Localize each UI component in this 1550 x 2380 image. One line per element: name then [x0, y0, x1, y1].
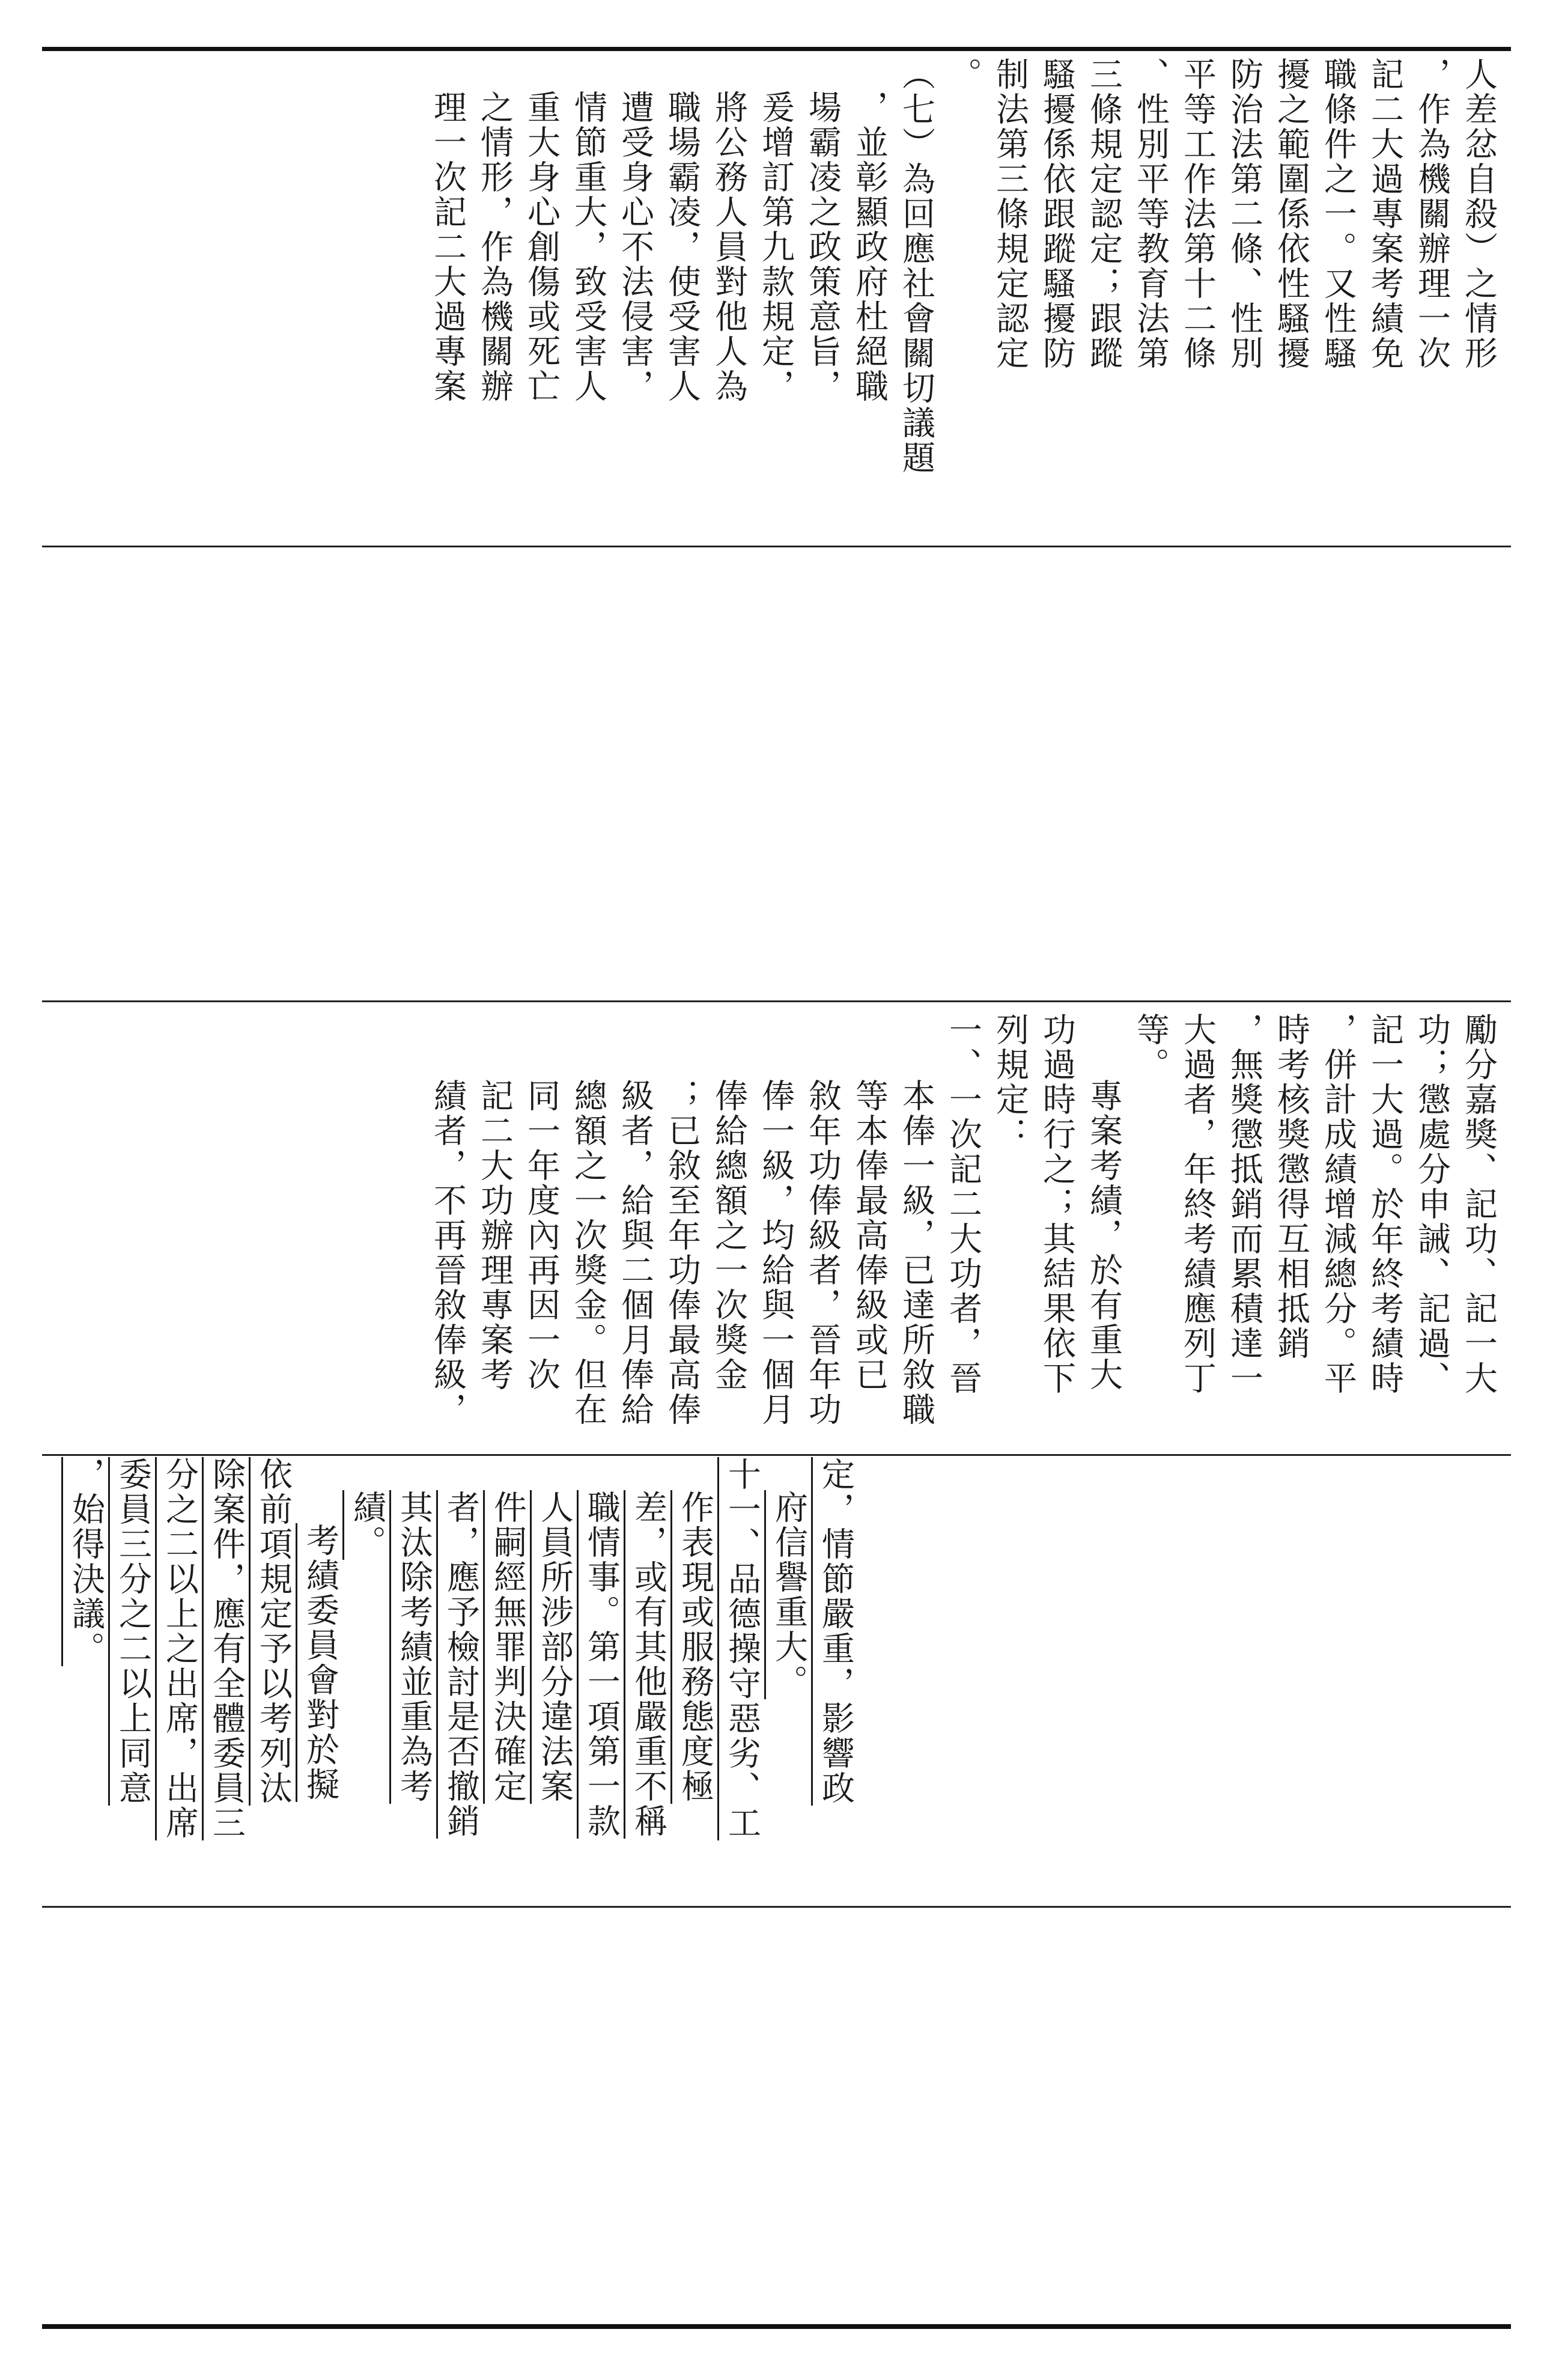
text-column: ，併計成績增減總分。平 — [1319, 1012, 1357, 1396]
top-rule — [42, 47, 1511, 51]
text-column: 。 — [944, 57, 982, 92]
text-column: 列規定： — [991, 1012, 1029, 1152]
underlined-text: 差，或有其他嚴重不稱 — [629, 1490, 667, 1839]
text-column: 俸給總額之一次獎金 — [710, 1079, 748, 1392]
text-column: 三條規定認定；跟蹤 — [1084, 57, 1123, 371]
underlined-text: 件嗣經無罪判決確定 — [488, 1490, 527, 1804]
text-column: 績者，不再晉敘俸級， — [428, 1079, 467, 1427]
text-column: 勵分嘉獎、記功、記一大 — [1459, 1012, 1498, 1396]
text-column — [625, 1457, 672, 1920]
text-column: 爰增訂第九款規定， — [756, 90, 795, 404]
underlined-text: 職情事。第一項第一款 — [582, 1490, 621, 1839]
text-column: ，作為機關辦理一次 — [1412, 57, 1451, 371]
text-column: 職條件之一。又性騷 — [1319, 57, 1357, 371]
divider-1 — [42, 546, 1511, 547]
underlined-text: 人員所涉部分違法案 — [535, 1490, 574, 1804]
text-column: 防治法第二條、性別 — [1225, 57, 1263, 371]
text-column: 之情形，作為機關辦 — [475, 90, 514, 404]
text-block-top-right — [378, 57, 1502, 541]
text-column: 大過者，年終考績應列丁 — [1178, 1012, 1217, 1396]
text-column — [250, 1457, 297, 1920]
underlined-text: 考績委員會對於擬 — [301, 1523, 339, 1802]
text-column: 理一次記二大過專案 — [428, 90, 467, 404]
bottom-rule — [42, 2324, 1511, 2329]
text-column: 平等工作法第十二條 — [1178, 57, 1217, 371]
text-column — [62, 1457, 109, 1920]
text-column: 騷擾係依跟蹤騷擾防 — [1038, 57, 1076, 371]
divider-4 — [42, 1906, 1511, 1908]
text-column: 擾之範圍係依性騷擾 — [1272, 57, 1310, 371]
text-block-middle-right — [378, 1012, 1502, 1457]
underlined-text: 績。 — [348, 1490, 386, 1560]
text-column: ；已敘至年功俸最高俸 — [663, 1079, 701, 1427]
underlined-text: 定，情節嚴重，影響政 — [816, 1457, 855, 1806]
text-column: ，無獎懲抵銷而累積達一 — [1225, 1012, 1263, 1396]
text-column — [297, 1457, 344, 1920]
text-column: 場霸凌之政策意旨， — [803, 90, 842, 404]
text-column: 功；懲處分申誡、記過、 — [1412, 1012, 1451, 1396]
text-column: 制法第三條規定認定 — [991, 57, 1029, 371]
underlined-text: ，始得決議。 — [67, 1457, 105, 1666]
underlined-text: 十一、品德操守惡劣、工 — [723, 1457, 761, 1840]
text-column: 情節重大，致受害人 — [569, 90, 607, 404]
text-column: 等本俸最高俸級或已 — [850, 1079, 889, 1392]
text-column — [156, 1457, 203, 1920]
text-column: 重大身心創傷或死亡 — [522, 90, 561, 404]
text-column — [765, 1457, 812, 1920]
text-column: 、性別平等教育法第 — [1131, 57, 1170, 371]
underlined-text: 作表現或服務態度極 — [676, 1490, 714, 1804]
text-column — [812, 1457, 859, 1920]
text-column: 記二大功辦理專案考 — [475, 1079, 514, 1392]
divider-3 — [42, 1454, 1511, 1456]
text-column: ，並彰顯政府杜絕職 — [850, 90, 889, 404]
text-column: 職場霸凌，使受害人 — [663, 90, 701, 404]
text-column: （七）為回應社會關切議題 — [897, 57, 935, 475]
underlined-text: 府信譽重大。 — [770, 1490, 808, 1699]
underlined-text: 分之二以上之出席，出席 — [160, 1457, 199, 1840]
text-column — [437, 1457, 484, 1920]
text-block-middle-left — [42, 1457, 859, 1920]
text-column: 記一大過。於年終考績時 — [1366, 1012, 1404, 1396]
text-column — [719, 1457, 765, 1920]
underlined-text: 委員三分之二以上同意 — [114, 1457, 152, 1806]
underlined-text: 其汰除考績並重為考 — [395, 1490, 433, 1804]
text-column: 本俸一級，已達所敘職 — [897, 1079, 935, 1427]
underlined-text: 除案件，應有全體委員三 — [207, 1457, 246, 1840]
text-column: 等。 — [1131, 1012, 1170, 1082]
text-column: 一、一次記二大功者，晉 — [944, 1012, 982, 1396]
text-column — [109, 1457, 156, 1920]
text-column — [344, 1457, 391, 1920]
text-column: 將公務人員對他人為 — [710, 90, 748, 404]
text-column: 敘年功俸級者，晉年功 — [803, 1079, 842, 1427]
text-column — [578, 1457, 625, 1920]
text-column: 功過時行之；其結果依下 — [1038, 1012, 1076, 1396]
divider-2 — [42, 1000, 1511, 1002]
text-column — [672, 1457, 719, 1920]
text-column: 同一年度內再因一次 — [522, 1079, 561, 1392]
text-column: 級者，給與二個月俸給 — [616, 1079, 654, 1427]
text-column — [391, 1457, 437, 1920]
underlined-text: 者，應予檢討是否撤銷 — [442, 1490, 480, 1839]
text-column: 記二大過專案考績免 — [1366, 57, 1404, 371]
text-column: 時考核獎懲得互相抵銷 — [1272, 1012, 1310, 1361]
text-column: 專案考績，於有重大 — [1084, 1079, 1123, 1392]
text-column: 人差忿自殺）之情形 — [1459, 57, 1498, 371]
text-column — [531, 1457, 578, 1920]
text-column: 總額之一次獎金。但在 — [569, 1079, 607, 1427]
text-column: 俸一級，均給與一個月 — [756, 1079, 795, 1427]
text-column: 遭受身心不法侵害， — [616, 90, 654, 404]
text-column — [484, 1457, 531, 1920]
text-column — [203, 1457, 250, 1920]
underlined-text: 依前項規定予以考列汰 — [254, 1457, 293, 1806]
